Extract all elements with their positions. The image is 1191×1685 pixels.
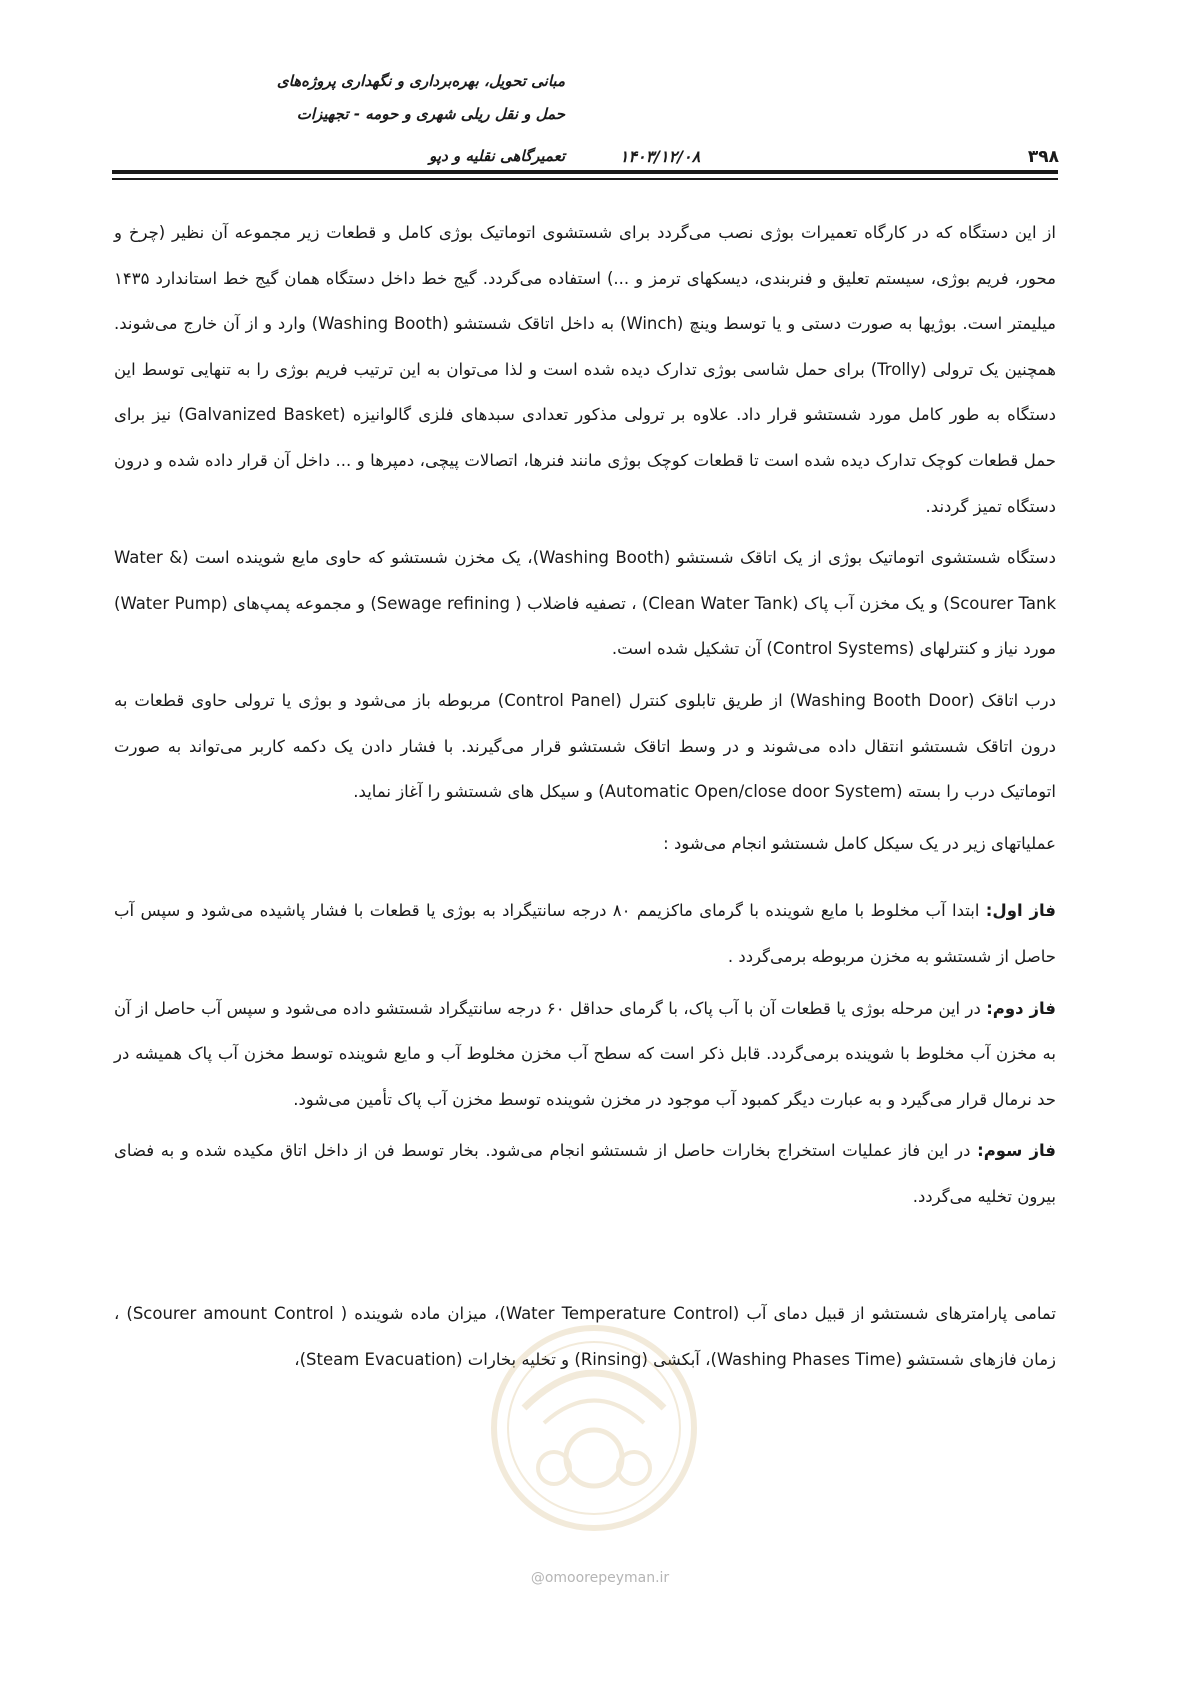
omoore-peyman-seal-icon xyxy=(484,1318,704,1538)
paragraph xyxy=(114,821,1056,867)
phase-paragraph xyxy=(114,986,1056,1123)
header-rule-thick xyxy=(112,170,1058,174)
page-header xyxy=(0,0,1191,185)
paragraph-text: از این دستگاه که در کارگاه تعمیرات بوژی نصب می‌گردد برای شستشوی اتوماتیک بوژی کامل و قطعات زیر مجموعه آن نظیر (چرخ و محور، فریم بوژی، سیستم تعلیق و فنربندی، دیسکهای ترمز و ...) استفاده می‌گردد. گیج خط داخل دستگاه همان گیج خط استاندارد ۱۴۳۵ میلیمتر است. بوژیها به صورت دستی و یا توسط وینچ (Winch) به داخل اتاقک شستشو (Washing Booth) وارد و از آن خارج می‌شوند. همچنین یک ترولی (Trolly) برای حمل شاسی بوژی تدارک دیده شده است و لذا می‌توان به این ترتیب فریم بوژی را به تنهایی توسط این دستگاه به طور کامل مورد شستشو قرار داد. علاوه بر ترولی مذکور تعدادی سبدهای فلزی گالوانیزه (Galvanized Basket) نیز برای حمل قطعات کوچک تدارک دیده شده است تا قطعات کوچک بوژی مانند فنرها، اتصالات پیچی، دمپرها و ... داخل آن قرار داده شده و درون دستگاه تمیز گردند. xyxy=(114,223,1057,516)
page-number: ۳۹۸ xyxy=(1027,147,1059,167)
phase-label: فاز سوم: xyxy=(977,1141,1056,1161)
header-title-line-1: مبانی تحویل، بهره‌برداری و نگهداری پروژه‌های xyxy=(276,72,565,90)
header-rule-thin xyxy=(112,178,1058,180)
paragraph-text: عملیاتهای زیر در یک سیکل کامل شستشو انجام می‌شود : xyxy=(663,833,1056,853)
phase-label: فاز اول: xyxy=(985,901,1056,921)
paragraph-text: در این فاز عملیات استخراج بخارات حاصل از شستشو انجام می‌شود. بخار توسط فن از داخل اتاق مکیده شده و به فضای بیرون تخلیه می‌گردد. xyxy=(114,1141,1056,1206)
paragraph-text: درب اتاقک (Washing Booth Door) از طریق تابلوی کنترل (Control Panel) مربوطه باز می‌شود و بوژی یا ترولی حاوی قطعات به درون اتاقک شستشو انتقال داده می‌شوند و در وسط اتاقک شستشو قرار می‌گیرند. با فشار دادن یک دکمه کاربر می‌تواند به صورت اتوماتیک درب را بسته (Automatic Open/close door System) و سیکل های شستشو را آغاز نماید. xyxy=(114,690,1057,802)
paragraph-text: ابتدا آب مخلوط با مایع شوینده با گرمای ماکزیمم ۸۰ درجه سانتیگراد به بوژی یا قطعات با فشار پاشیده می‌شود و سپس آب حاصل از شستشو به مخزن مربوطه برمی‌گردد . xyxy=(114,901,1056,966)
header-date: ۱۴۰۳/۱۲/۰۸ xyxy=(619,147,701,166)
paragraph-text: تمامی پارامترهای شستشو از قبیل دمای آب (Water Temperature Control)، میزان ماده شوینده ( Scourer amount Control) ، زمان فازهای شستشو (Washing Phases Time)، آبکشی (Rinsing) و تخلیه بخارات (Steam Evacuation)، xyxy=(114,1304,1056,1370)
body-text xyxy=(114,210,1056,1389)
header-title-line-3: تعمیرگاهی نقلیه و دپو xyxy=(429,147,565,165)
phase-paragraph xyxy=(114,1128,1056,1219)
watermark-url: @omoorepeyman.ir xyxy=(530,1570,670,1586)
phase-paragraph xyxy=(114,888,1056,979)
paragraph-text: در این مرحله بوژی یا قطعات آن با آب پاک، با گرمای حداقل ۶۰ درجه سانتیگراد شستشو داده می‌شود و سپس آب حاصل از آن به مخزن آب مخلوط با شوینده برمی‌گردد. قابل ذکر است که سطح آب مخزن مخلوط آب و مایع شوینده توسط مخزن آب پاک همیشه در حد نرمال قرار می‌گیرد و به عبارت دیگر کمبود آب موجود در مخزن شوینده توسط مخزن آب پاک تأمین می‌شود. xyxy=(114,998,1056,1109)
paragraph xyxy=(114,210,1056,529)
phase-label: فاز دوم: xyxy=(986,998,1056,1018)
header-title-line-2: حمل و نقل ریلی شهری و حومه - تجهیزات xyxy=(296,105,565,123)
paragraph xyxy=(114,678,1056,815)
paragraph-text: دستگاه شستشوی اتوماتیک بوژی از یک اتاقک شستشو (Washing Booth)، یک مخزن شستشو که حاوی مایع شوینده است (Water & Scourer Tank) و یک مخزن آب پاک (Clean Water Tank) ، تصفیه فاضلاب ( Sewage refining) و مجموعه پمپ‌های (Water Pump) مورد نیاز و کنترلهای (Control Systems) آن تشکیل شده است. xyxy=(114,548,1057,659)
paragraph xyxy=(114,535,1056,672)
